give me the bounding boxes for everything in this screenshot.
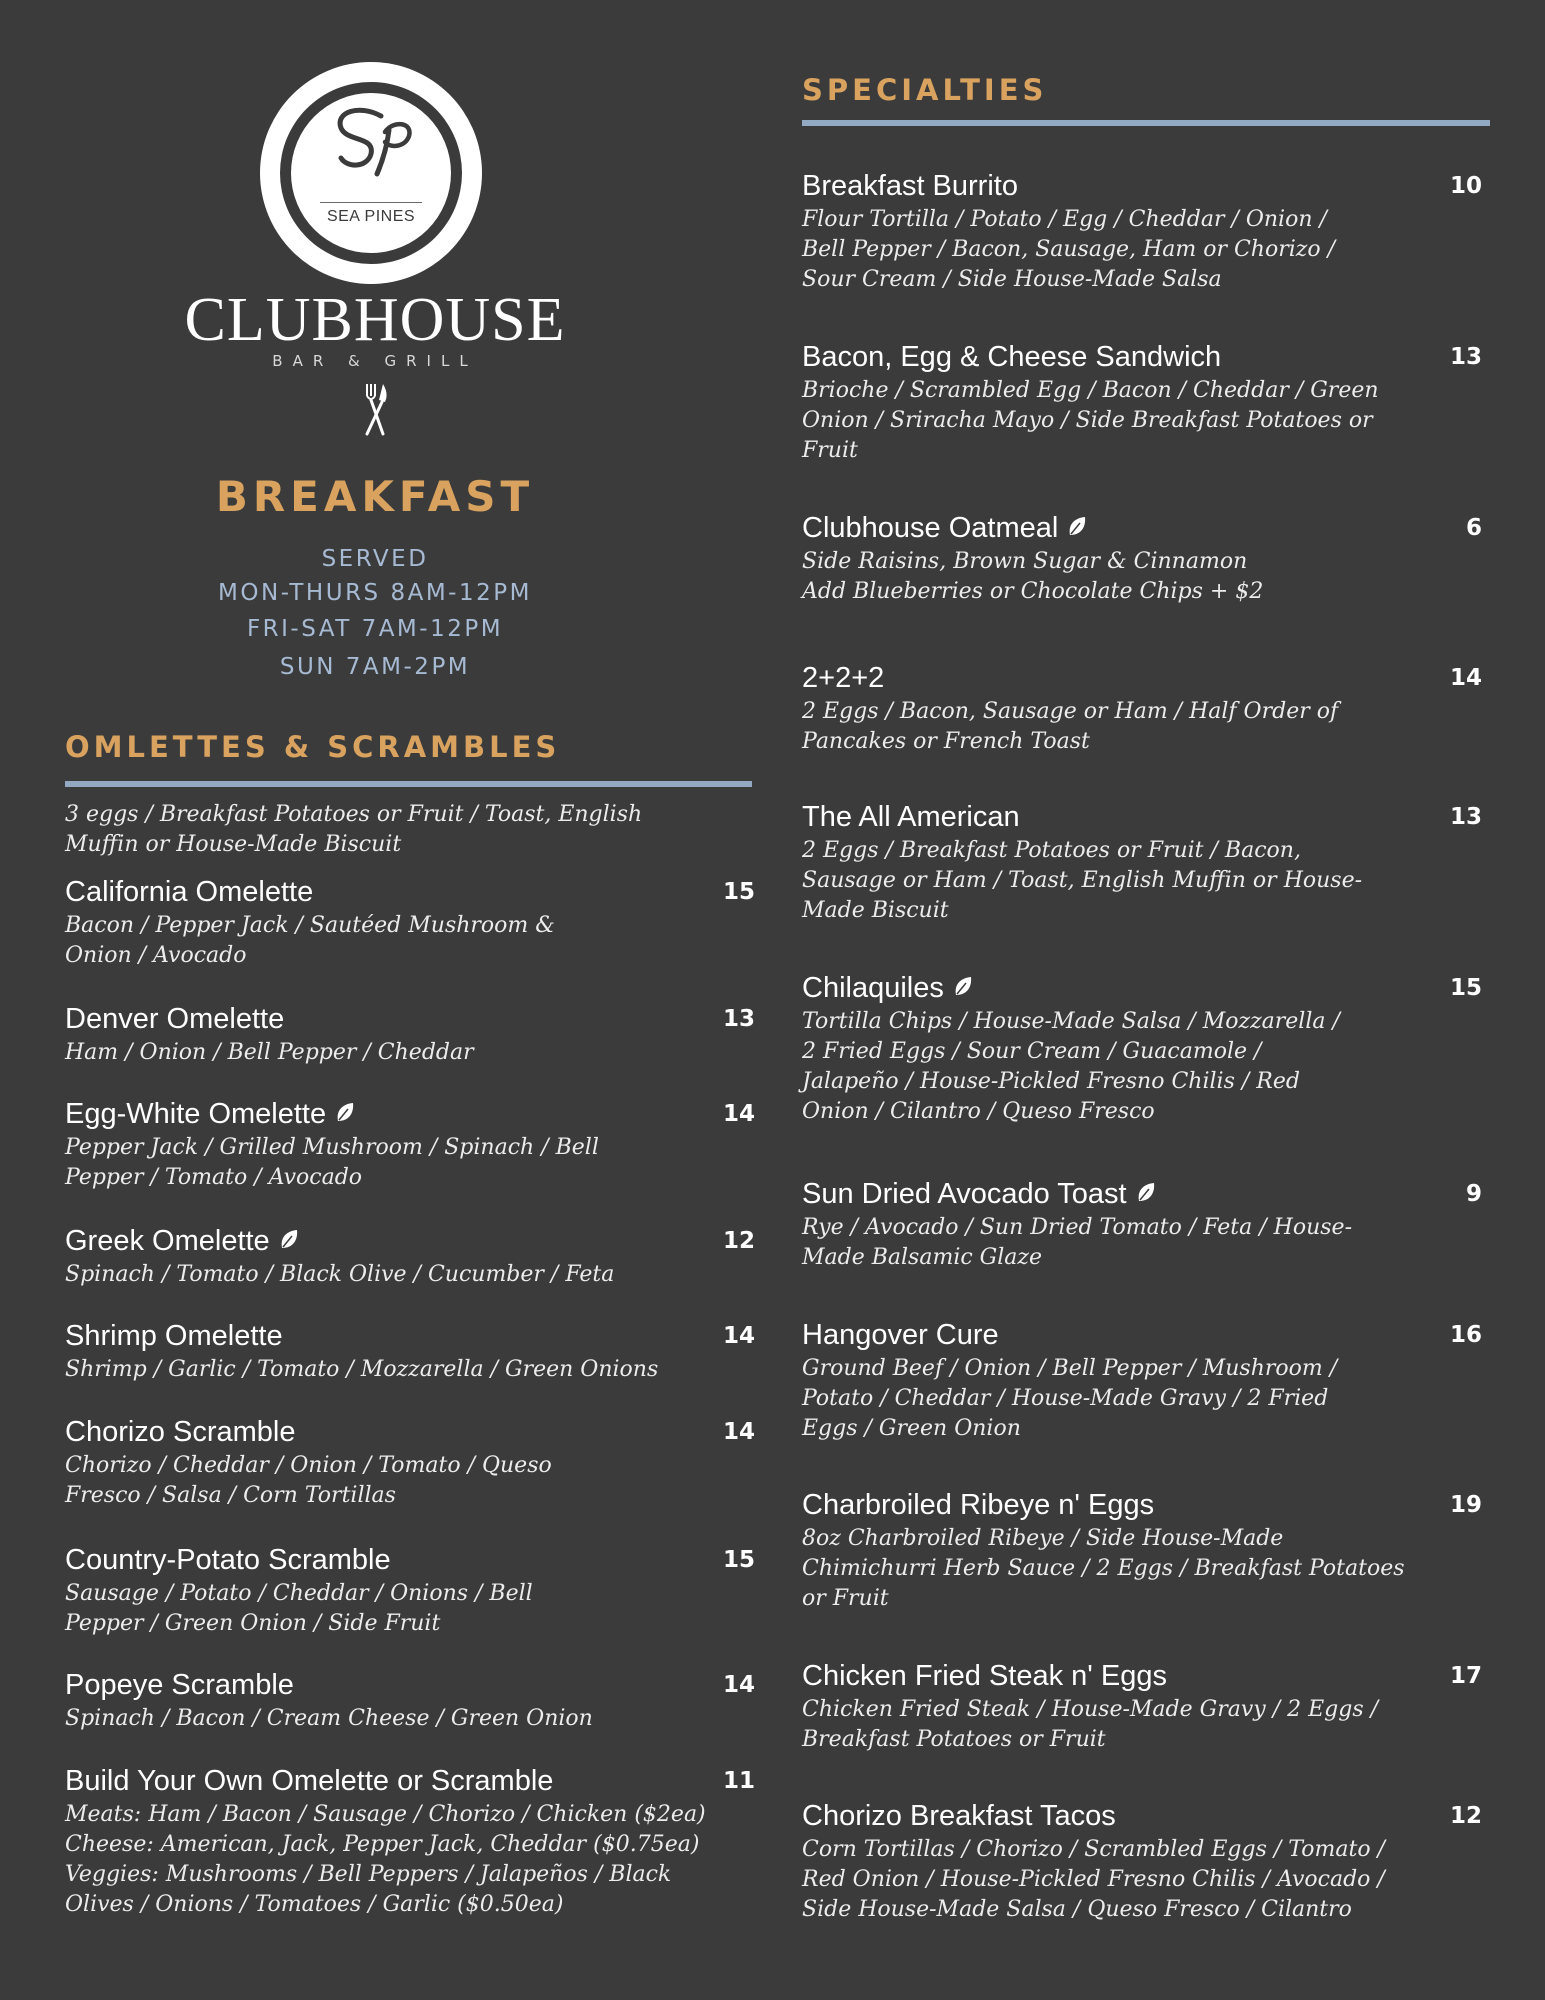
item-description bbox=[65, 911, 755, 971]
item-price: 14 bbox=[722, 1101, 755, 1127]
item-description bbox=[802, 1354, 1492, 1444]
item-description-line: Pepper Jack / Grilled Mushroom / Spinach / Bell bbox=[65, 1135, 599, 1160]
item-name bbox=[65, 1415, 755, 1449]
item-description-line: Meats: Ham / Bacon / Sausage / Chorizo / Chicken ($2ea) bbox=[65, 1802, 706, 1827]
item-description-line: Flour Tortilla / Potato / Egg / Cheddar / Onion / bbox=[802, 207, 1327, 232]
item-name-text: 2+2+2 bbox=[802, 662, 885, 694]
item-description-line: Onion / Avocado bbox=[65, 943, 247, 968]
clubhouse-title: CLUBHOUSE bbox=[184, 286, 566, 354]
item-description-line: Sausage or Ham / Toast, English Muffin or House- bbox=[802, 868, 1363, 893]
item-description bbox=[65, 1355, 755, 1385]
item-name bbox=[65, 1002, 755, 1036]
item-description-line: Red Onion / House-Pickled Fresno Chilis / Avocado / bbox=[802, 1867, 1385, 1892]
item-name bbox=[65, 875, 755, 909]
item-description bbox=[65, 1451, 755, 1511]
hours-line: FRI-SAT 7AM-12PM bbox=[246, 616, 504, 642]
item-name-text: Chicken Fried Steak n' Eggs bbox=[802, 1660, 1167, 1692]
item-price: 14 bbox=[722, 1323, 755, 1349]
item-description-line: Cheese: American, Jack, Pepper Jack, Cheddar ($0.75ea) bbox=[65, 1832, 700, 1857]
item-price: 15 bbox=[722, 1547, 755, 1573]
item-description-line: Fruit bbox=[802, 438, 858, 463]
item-name-text: Denver Omelette bbox=[65, 1003, 285, 1035]
item-name-text: Breakfast Burrito bbox=[802, 170, 1018, 202]
item-price: 15 bbox=[722, 879, 755, 905]
item-name bbox=[65, 1319, 755, 1353]
item-name-text: The All American bbox=[802, 801, 1020, 833]
item-description-line: Chorizo / Cheddar / Onion / Tomato / Queso bbox=[65, 1453, 552, 1478]
clubhouse-subtitle: BAR & GRILL bbox=[272, 352, 478, 370]
item-price: 12 bbox=[722, 1228, 755, 1254]
item-name-text: Shrimp Omelette bbox=[65, 1320, 283, 1352]
item-description bbox=[802, 376, 1492, 466]
item-price: 13 bbox=[1449, 344, 1482, 370]
item-description-line: Onion / Cilantro / Queso Fresco bbox=[802, 1099, 1155, 1124]
item-name bbox=[65, 1097, 755, 1131]
item-name bbox=[802, 971, 1492, 1005]
item-description bbox=[802, 1695, 1492, 1755]
item-description-line: Side Raisins, Brown Sugar & Cinnamon bbox=[802, 549, 1248, 574]
item-description bbox=[65, 1579, 755, 1639]
item-name-text: Build Your Own Omelette or Scramble bbox=[65, 1765, 554, 1797]
item-description bbox=[65, 1800, 755, 1920]
item-name-text: Chorizo Scramble bbox=[65, 1416, 296, 1448]
item-description-line: Eggs / Green Onion bbox=[802, 1416, 1021, 1441]
menu-item bbox=[65, 1224, 755, 1290]
item-description-line: Rye / Avocado / Sun Dried Tomato / Feta / House- bbox=[802, 1215, 1352, 1240]
item-description bbox=[802, 1213, 1492, 1273]
item-name-text: Hangover Cure bbox=[802, 1319, 999, 1351]
item-description-line: Made Balsamic Glaze bbox=[802, 1245, 1043, 1270]
monogram-icon bbox=[301, 102, 441, 182]
item-description-line: 2 Eggs / Bacon, Sausage or Ham / Half Order of bbox=[802, 699, 1339, 724]
item-description-line: Made Biscuit bbox=[802, 898, 949, 923]
item-description-line: or Fruit bbox=[802, 1586, 889, 1611]
item-description-line: 2 Fried Eggs / Sour Cream / Guacamole / bbox=[802, 1039, 1262, 1064]
item-description-line: Spinach / Tomato / Black Olive / Cucumber / Feta bbox=[65, 1262, 615, 1287]
item-description-line: Chimichurri Herb Sauce / 2 Eggs / Breakfast Potatoes bbox=[802, 1556, 1405, 1581]
logo bbox=[260, 62, 482, 284]
leaf-icon bbox=[1066, 515, 1088, 539]
item-price: 9 bbox=[1465, 1181, 1482, 1207]
item-description-line: Sour Cream / Side House-Made Salsa bbox=[802, 267, 1222, 292]
item-price: 19 bbox=[1449, 1492, 1482, 1518]
leaf-icon bbox=[952, 975, 974, 999]
item-description-line: Onion / Sriracha Mayo / Side Breakfast Potatoes or bbox=[802, 408, 1373, 433]
menu-item bbox=[65, 1764, 755, 1920]
item-name-text: Chilaquiles bbox=[802, 972, 944, 1004]
logo-brand-text: SEA PINES bbox=[326, 208, 416, 225]
item-name-text: Country-Potato Scramble bbox=[65, 1544, 391, 1576]
item-name bbox=[802, 1659, 1492, 1693]
logo-divider bbox=[320, 202, 422, 203]
leaf-icon bbox=[334, 1101, 356, 1125]
item-name bbox=[802, 169, 1492, 203]
item-name bbox=[65, 1764, 755, 1798]
menu-item bbox=[802, 800, 1492, 926]
section-title-specialties: SPECIALTIES bbox=[802, 73, 1048, 107]
item-name bbox=[802, 340, 1492, 374]
item-name-text: California Omelette bbox=[65, 876, 314, 908]
item-name bbox=[802, 1318, 1492, 1352]
menu-item bbox=[65, 1543, 755, 1639]
item-description-line: Brioche / Scrambled Egg / Bacon / Cheddar / Green bbox=[802, 378, 1379, 403]
item-price: 11 bbox=[722, 1768, 755, 1794]
item-description-line: 8oz Charbroiled Ribeye / Side House-Made bbox=[802, 1526, 1284, 1551]
menu-item bbox=[802, 971, 1492, 1127]
item-description-line: Potato / Cheddar / House-Made Gravy / 2 Fried bbox=[802, 1386, 1329, 1411]
item-description-line: Olives / Onions / Tomatoes / Garlic ($0.50ea) bbox=[65, 1892, 564, 1917]
item-price: 12 bbox=[1449, 1803, 1482, 1829]
item-description-line: Ground Beef / Onion / Bell Pepper / Mushroom / bbox=[802, 1356, 1338, 1381]
leaf-icon bbox=[1135, 1181, 1157, 1205]
item-price: 14 bbox=[722, 1672, 755, 1698]
hours-line: MON-THURS 8AM-12PM bbox=[218, 580, 532, 606]
leaf-icon bbox=[278, 1228, 300, 1252]
item-name-text: Clubhouse Oatmeal bbox=[802, 512, 1059, 544]
item-description-line: Side House-Made Salsa / Queso Fresco / Cilantro bbox=[802, 1897, 1352, 1922]
item-price: 14 bbox=[722, 1419, 755, 1445]
item-description-line: Add Blueberries or Chocolate Chips + $2 bbox=[802, 579, 1264, 604]
fork-knife-icon bbox=[355, 382, 395, 438]
menu-item bbox=[802, 511, 1492, 607]
item-name-text: Popeye Scramble bbox=[65, 1669, 294, 1701]
item-description-line: Pepper / Tomato / Avocado bbox=[65, 1165, 363, 1190]
item-description-line: Chicken Fried Steak / House-Made Gravy / 2 Eggs / bbox=[802, 1697, 1379, 1722]
menu-item bbox=[802, 1177, 1492, 1273]
menu-item bbox=[65, 1415, 755, 1511]
item-name-text: Greek Omelette bbox=[65, 1225, 270, 1257]
item-description-line: Bacon / Pepper Jack / Sautéed Mushroom & bbox=[65, 913, 555, 938]
item-price: 16 bbox=[1449, 1322, 1482, 1348]
menu-item bbox=[802, 1318, 1492, 1444]
item-description-line: Spinach / Bacon / Cream Cheese / Green Onion bbox=[65, 1706, 593, 1731]
section-divider bbox=[802, 120, 1490, 126]
item-price: 13 bbox=[722, 1006, 755, 1032]
item-description-line: Corn Tortillas / Chorizo / Scrambled Eggs / Tomato / bbox=[802, 1837, 1385, 1862]
menu-item bbox=[65, 1002, 755, 1068]
menu-item bbox=[65, 1097, 755, 1193]
item-description-line: Veggies: Mushrooms / Bell Peppers / Jalapeños / Black bbox=[65, 1862, 672, 1887]
item-description bbox=[65, 1133, 755, 1193]
item-name-text: Bacon, Egg & Cheese Sandwich bbox=[802, 341, 1222, 373]
intro-line: Muffin or House-Made Biscuit bbox=[65, 832, 402, 857]
menu-item bbox=[65, 1319, 755, 1385]
menu-item bbox=[802, 1799, 1492, 1925]
item-description-line: Tortilla Chips / House-Made Salsa / Mozzarella / bbox=[802, 1009, 1340, 1034]
item-description-line: 2 Eggs / Breakfast Potatoes or Fruit / Bacon, bbox=[802, 838, 1301, 863]
item-description-line: Fresco / Salsa / Corn Tortillas bbox=[65, 1483, 396, 1508]
menu-item bbox=[802, 661, 1492, 757]
item-name bbox=[802, 661, 1492, 695]
menu-item bbox=[65, 875, 755, 971]
item-description bbox=[65, 1260, 755, 1290]
item-price: 17 bbox=[1449, 1663, 1482, 1689]
intro-line: 3 eggs / Breakfast Potatoes or Fruit / Toast, English bbox=[65, 802, 643, 827]
section-divider bbox=[65, 781, 752, 787]
item-name bbox=[65, 1224, 755, 1258]
item-name bbox=[802, 511, 1492, 545]
item-description bbox=[65, 1704, 755, 1734]
item-description-line: Pancakes or French Toast bbox=[802, 729, 1090, 754]
menu-title: BREAKFAST bbox=[215, 472, 535, 521]
menu-item bbox=[802, 1488, 1492, 1614]
item-price: 6 bbox=[1465, 515, 1482, 541]
hours-line: SUN 7AM-2PM bbox=[279, 654, 471, 680]
menu-item bbox=[802, 169, 1492, 295]
item-name bbox=[802, 1177, 1492, 1211]
item-description bbox=[802, 697, 1492, 757]
item-name bbox=[802, 800, 1492, 834]
item-description-line: Sausage / Potato / Cheddar / Onions / Bell bbox=[65, 1581, 533, 1606]
item-name bbox=[65, 1668, 755, 1702]
menu-item bbox=[802, 340, 1492, 466]
item-name-text: Charbroiled Ribeye n' Eggs bbox=[802, 1489, 1155, 1521]
item-name-text: Sun Dried Avocado Toast bbox=[802, 1178, 1127, 1210]
item-name-text: Egg-White Omelette bbox=[65, 1098, 327, 1130]
section-intro bbox=[65, 800, 745, 860]
item-description-line: Jalapeño / House-Pickled Fresno Chilis / Red bbox=[802, 1069, 1300, 1094]
item-description-line: Bell Pepper / Bacon, Sausage, Ham or Chorizo / bbox=[802, 237, 1335, 262]
item-price: 14 bbox=[1449, 665, 1482, 691]
served-label: SERVED bbox=[321, 546, 429, 572]
item-price: 13 bbox=[1449, 804, 1482, 830]
section-title-omelettes: OMLETTES & SCRAMBLES bbox=[65, 730, 561, 764]
item-name bbox=[65, 1543, 755, 1577]
item-name bbox=[802, 1799, 1492, 1833]
item-price: 10 bbox=[1449, 173, 1482, 199]
item-price: 15 bbox=[1449, 975, 1482, 1001]
item-name bbox=[802, 1488, 1492, 1522]
menu-item bbox=[65, 1668, 755, 1734]
item-description bbox=[802, 205, 1492, 295]
item-description-line: Pepper / Green Onion / Side Fruit bbox=[65, 1611, 441, 1636]
item-description bbox=[65, 1038, 755, 1068]
item-description bbox=[802, 836, 1492, 926]
item-description-line: Ham / Onion / Bell Pepper / Cheddar bbox=[65, 1040, 474, 1065]
item-description-line: Breakfast Potatoes or Fruit bbox=[802, 1727, 1106, 1752]
item-description bbox=[802, 1524, 1492, 1614]
menu-item bbox=[802, 1659, 1492, 1755]
item-name-text: Chorizo Breakfast Tacos bbox=[802, 1800, 1116, 1832]
item-description bbox=[802, 1007, 1492, 1127]
item-description bbox=[802, 547, 1492, 607]
item-description-line: Shrimp / Garlic / Tomato / Mozzarella / Green Onions bbox=[65, 1357, 659, 1382]
item-description bbox=[802, 1835, 1492, 1925]
